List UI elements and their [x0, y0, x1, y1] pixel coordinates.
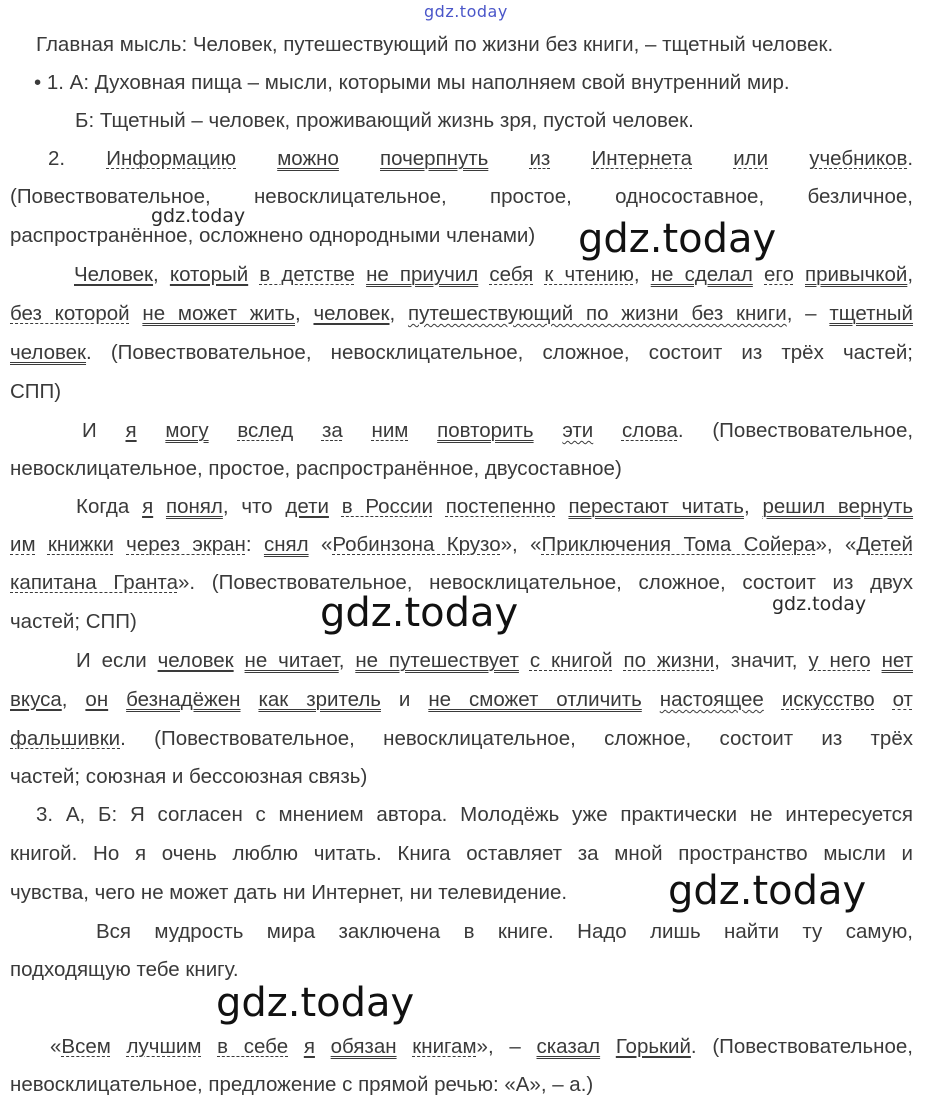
analysis-line: частей; СПП) [10, 610, 137, 633]
sentence-line [76, 649, 913, 673]
predicate: привычкой [805, 263, 908, 286]
punct: , [907, 263, 914, 286]
predicate: не читает [244, 649, 339, 672]
watermark-large: gdz.today [216, 980, 415, 1026]
analysis-line: невосклицательное, предложение с прямой речью: «А», – а.) [10, 1073, 594, 1096]
punct: , [633, 263, 640, 286]
word: у него [808, 649, 871, 672]
word: без которой [10, 302, 130, 325]
item-3-line: книгой. Но я очень люблю читать. Книга оставляет за мной пространство мысли и [10, 842, 913, 865]
predicate: снял [263, 533, 309, 556]
analysis-text: ». (Повествовательное, невосклицательное, сложное, состоит из двух [177, 571, 913, 594]
item-1a-line: • 1. А: Духовная пища – мысли, которыми мы наполняем свой внутренний мир. [34, 71, 790, 94]
sentence-line [76, 495, 913, 519]
subject: вкуса [10, 688, 62, 711]
punct: . [120, 727, 126, 750]
word: постепенно [445, 495, 556, 518]
sentence-line [10, 688, 913, 712]
predicate: не сможет отличить [428, 688, 642, 711]
word: фальшивки [10, 727, 121, 750]
predicate: решил вернуть [762, 495, 914, 518]
punct: , – [786, 302, 817, 325]
item-number: 2. [48, 147, 66, 170]
predicate: не приучил [366, 263, 479, 286]
word: через экран [126, 533, 246, 556]
word: в себе [217, 1035, 289, 1058]
predicate: повторить [437, 419, 534, 442]
word: Информацию [106, 147, 237, 170]
punct: . [907, 147, 914, 170]
watermark-top: gdz.today [424, 2, 508, 21]
sentence-line [10, 341, 913, 365]
sentence-line [74, 263, 913, 287]
punct: « [320, 533, 333, 556]
word: им [10, 533, 36, 556]
word: Робинзона Крузо [332, 533, 501, 556]
predicate: понял [165, 495, 223, 518]
word: путешествующий по жизни без книги [407, 302, 787, 325]
word: книгам [412, 1035, 477, 1058]
punct: , [389, 302, 396, 325]
predicate: тщетный [829, 302, 913, 325]
word: Всем [61, 1035, 111, 1058]
predicate: нет [881, 649, 913, 672]
punct: , [743, 495, 750, 518]
word: искусство [781, 688, 875, 711]
word: к чтению [544, 263, 634, 286]
subject: человек [157, 649, 234, 672]
punct: , [153, 263, 159, 286]
punct: », – [476, 1035, 521, 1058]
watermark-small: gdz.today [151, 205, 246, 227]
item-1b-line: Б: Тщетный – человек, проживающий жизнь зря, пустой человек. [75, 109, 694, 132]
punct: , [61, 688, 68, 711]
analysis-line: распространённое, осложнено однородными членами) [10, 224, 536, 247]
word: его [764, 263, 794, 286]
subject: Горький [615, 1035, 691, 1058]
word: ним [371, 419, 409, 442]
item-3-line: 3. А, Б: Я согласен с мнением автора. Молодёжь уже практически не интересуется [36, 803, 913, 826]
watermark-large: gdz.today [320, 590, 519, 636]
word: или [733, 147, 769, 170]
item-3-line: Вся мудрость мира заключена в книге. Надо лишь найти ту самую, [96, 920, 913, 943]
punct: « [50, 1035, 62, 1058]
word: настоящее [659, 688, 764, 711]
word: в детстве [259, 263, 355, 286]
subject: дети [285, 495, 329, 518]
analysis-line: невосклицательное, простое, распространённое, двусоставное) [10, 457, 622, 480]
word: с книгой [529, 649, 613, 672]
analysis-text: (Повествовательное, невосклицательное, сложное, состоит из трёх [154, 727, 913, 750]
predicate: человек [10, 341, 87, 364]
word: И [82, 419, 97, 442]
analysis-line: СПП) [10, 380, 62, 403]
predicate: не путешествует [355, 649, 519, 672]
predicate: перестают читать [568, 495, 744, 518]
main-idea-line: Главная мысль: Человек, путешествующий по жизни без книги, – тщетный человек. [36, 33, 834, 56]
punct: », « [500, 533, 542, 556]
word: и [398, 688, 411, 711]
word: учебников [809, 147, 908, 170]
punct: : [245, 533, 252, 556]
predicate: безнадёжен [126, 688, 241, 711]
analysis-text: (Повествовательное, [712, 419, 914, 442]
watermark-large: gdz.today [668, 868, 867, 914]
sentence-line [10, 727, 913, 751]
word: Детей [856, 533, 913, 556]
analysis-line: частей; союзная и бессоюзная связь) [10, 765, 368, 788]
item-2-sentence-1 [48, 147, 913, 171]
word: Когда [76, 495, 130, 518]
word: И если [76, 649, 147, 672]
word: вслед [237, 419, 294, 442]
word: книжки [47, 533, 114, 556]
predicate: сказал [536, 1035, 601, 1058]
word: Интернета [591, 147, 693, 170]
subject: я [303, 1035, 315, 1058]
punct: . [677, 419, 684, 442]
word: себя [489, 263, 534, 286]
word: эти [562, 419, 594, 442]
word: в России [341, 495, 433, 518]
subject: он [85, 688, 109, 711]
word: из [529, 147, 551, 170]
word: Приключения Тома Сойера [541, 533, 816, 556]
analysis-text: . (Повествовательное, невосклицательное, сложное, состоит из трёх частей; [86, 341, 913, 364]
word: , значит, [714, 649, 798, 672]
word: от [892, 688, 913, 711]
watermark-small: gdz.today [772, 593, 867, 615]
word: за [321, 419, 343, 442]
word: слова [621, 419, 678, 442]
word: лучшим [126, 1035, 202, 1058]
punct: , [294, 302, 301, 325]
analysis-text: . (Повествовательное, [690, 1035, 913, 1058]
predicate: могу [165, 419, 209, 442]
item-3-line: чувства, чего не может дать ни Интернет, ни телевидение. [10, 881, 568, 904]
word: можно [277, 147, 339, 170]
word: по жизни [623, 649, 715, 672]
subject: я [125, 419, 137, 442]
subject: я [142, 495, 154, 518]
predicate: не может жить [142, 302, 295, 325]
subject: который [169, 263, 249, 286]
punct: », « [815, 533, 857, 556]
word: , что [222, 495, 273, 518]
word: капитана Гранта [10, 571, 178, 594]
word: почерпнуть [380, 147, 489, 170]
analysis-line: (Повествовательное, невосклицательное, простое, односоставное, безличное, [10, 185, 913, 208]
watermark-large: gdz.today [578, 216, 777, 262]
predicate: не сделал [650, 263, 753, 286]
subject: Человек [74, 263, 154, 286]
subject: человек [313, 302, 390, 325]
sentence-line [82, 419, 913, 443]
sentence-line [10, 533, 913, 557]
predicate: как зритель [258, 688, 381, 711]
predicate: обязан [330, 1035, 397, 1058]
punct: , [338, 649, 345, 672]
sentence-line [10, 302, 913, 326]
item-3-line: подходящую тебе книгу. [10, 958, 239, 981]
sentence-line [50, 1035, 913, 1059]
